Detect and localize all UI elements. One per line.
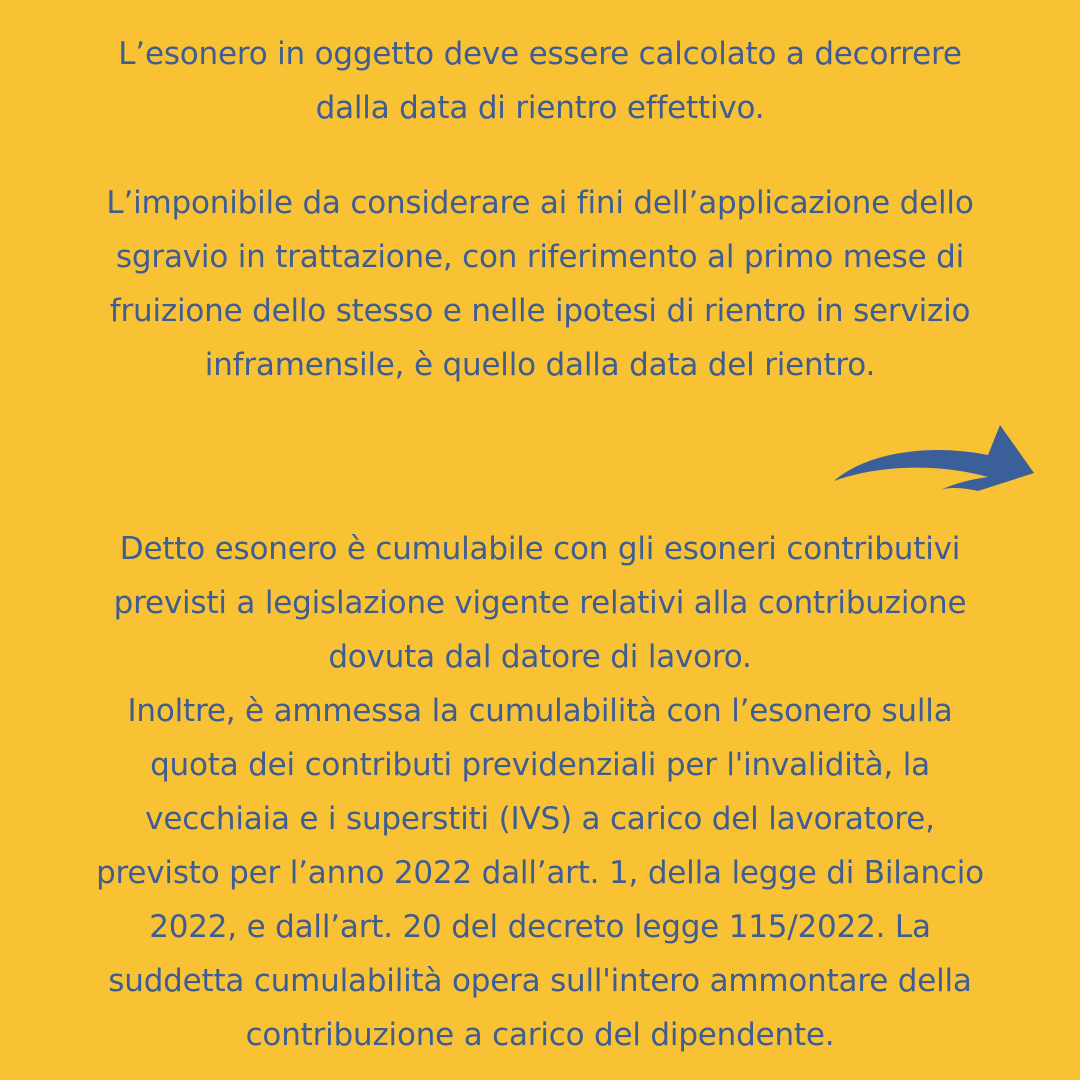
text-line: suddetta cumulabilità opera sull'intero ammontare della bbox=[108, 963, 972, 999]
text-line: quota dei contributi previdenziali per l'invalidità, la bbox=[150, 747, 930, 783]
text-line: sgravio in trattazione, con riferimento al primo mese di bbox=[115, 239, 964, 275]
text-line: L’imponibile da considerare ai fini dell’applicazione dello bbox=[106, 185, 974, 221]
text-line: vecchiaia e i superstiti (IVS) a carico del lavoratore, bbox=[145, 801, 935, 837]
text-line: dovuta dal datore di lavoro. bbox=[328, 639, 752, 675]
curved-arrow-right-icon[interactable] bbox=[828, 415, 1038, 500]
arrow-shape bbox=[834, 425, 1034, 491]
paragraph-imponibile bbox=[0, 176, 1080, 392]
text-line: Inoltre, è ammessa la cumulabilità con l’esonero sulla bbox=[127, 693, 953, 729]
text-line: 2022, e dall’art. 20 del decreto legge 115/2022. La bbox=[149, 909, 931, 945]
text-line: Detto esonero è cumulabile con gli esoneri contributivi bbox=[119, 531, 961, 567]
paragraph-cumulabilita bbox=[0, 522, 1080, 1062]
text-line: L’esonero in oggetto deve essere calcolato a decorrere bbox=[118, 36, 962, 72]
text-line: fruizione dello stesso e nelle ipotesi di rientro in servizio bbox=[109, 293, 971, 329]
text-line: previsti a legislazione vigente relativi alla contribuzione bbox=[113, 585, 967, 621]
text-line: dalla data di rientro effettivo. bbox=[315, 90, 765, 126]
text-line: inframensile, è quello dalla data del rientro. bbox=[204, 347, 876, 383]
text-line: contribuzione a carico del dipendente. bbox=[245, 1017, 835, 1053]
text-line: previsto per l’anno 2022 dall’art. 1, della legge di Bilancio bbox=[96, 855, 984, 891]
paragraph-esonero-calcolo bbox=[0, 27, 1080, 135]
